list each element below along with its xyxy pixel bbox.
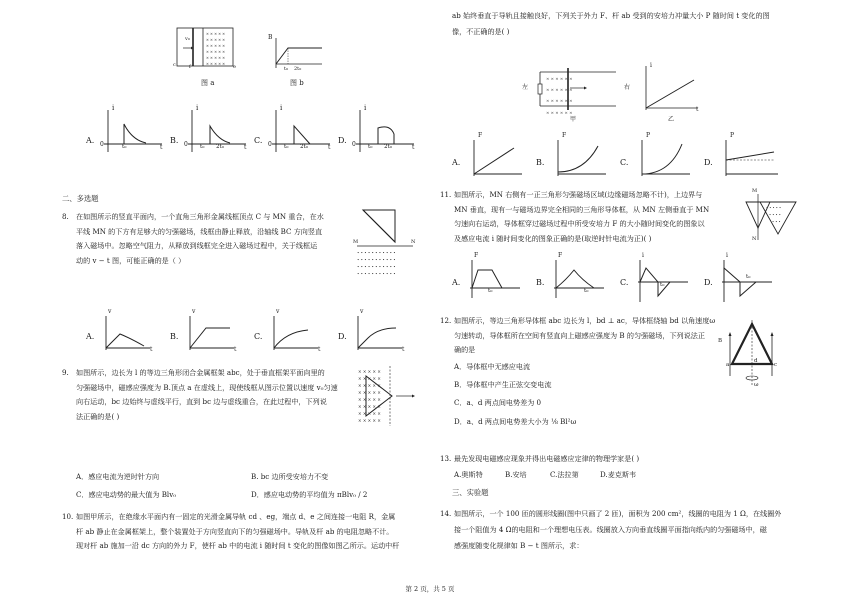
q10-line-1: 如图甲所示，在绝缘水平面内有一固定的光滑金属导轨 cd 、eg，端点 d、e 之间连接一电阻 R，金属 [76, 512, 396, 521]
q13-option-b: B.安培 [505, 470, 527, 479]
q8-opt-c-v: v [276, 308, 280, 315]
q10-fig-i: i [650, 62, 652, 69]
q10-cont-line-2: 像，不正确的是( ) [452, 27, 510, 36]
q10-opt-c-letter: C. [620, 158, 629, 167]
q13-number: 13. [440, 454, 452, 463]
q8-number: 8. [62, 212, 69, 221]
q8-opt-c-t: t [318, 346, 321, 353]
top-opt-c-2t0: 2t₀ [300, 144, 308, 150]
q9-figure [356, 366, 418, 430]
svg-text:× × × × × ×: × × × × × × [546, 98, 573, 103]
q10-fig-left: 左 [522, 84, 529, 91]
top-opt-c-t: t [328, 144, 331, 151]
q13-option-a: A.奥斯特 [454, 470, 483, 479]
q9-line-1: 如图所示，边长为 l 的等边三角形闭合金属框架 abc，处于垂直框架平面向里的 [76, 368, 325, 377]
q8-opt-c-letter: C. [254, 332, 263, 341]
fig-a-label-f: f [189, 64, 191, 70]
q12-option-b: B．导体框中产生正弦交变电流 [454, 380, 552, 389]
top-opt-d-2t0: 2t₀ [384, 144, 392, 150]
q9-option-a: A．感应电流为逆时针方向 [76, 472, 160, 481]
q14-line-2: 接一个阻值为 4 Ω的电阻和一个理想电压表。线圈放入方向垂直线圈平面指向纸内的匀强磁场中，磁 [454, 525, 767, 534]
svg-text:• • • • • • • • • • •: • • • • • • • • • • • [357, 264, 396, 269]
q8-opt-b-v: v [192, 308, 196, 315]
svg-text:× × × × ×: × × × × × [358, 390, 381, 395]
q12-fig-B: B [718, 338, 723, 344]
top-opt-a-i: i [112, 104, 115, 112]
q12-option-a: A．导体框中无感应电流 [454, 362, 531, 371]
q12-line-2: 匀速转动，导体框所在空间有竖直向上磁感应强度为 B 的匀强磁场，下列说法正 [454, 330, 705, 340]
q8-line-1: 在如图所示的竖直平面内，一个直角三角形金属线框顶点 C 与 MN 重合，在水 [76, 212, 324, 221]
q9-line-4: 法正确的是( ) [76, 411, 120, 421]
svg-text:• • • •: • • • • [769, 213, 781, 217]
q11-opt-c-i: i [642, 252, 644, 259]
q10-opt-d-P: P [730, 132, 735, 139]
top-opt-a-letter: A. [86, 136, 95, 145]
svg-text:× × × × ×: × × × × × [206, 38, 226, 42]
svg-text:× × × × ×: × × × × × [358, 376, 381, 381]
fig-b-label-B: B [268, 34, 273, 41]
q10-opt-a-F: F [478, 132, 483, 139]
q11-opt-d-t0: t₀ [746, 274, 751, 280]
fig-a-label-e: e [233, 64, 236, 70]
svg-text:• • • • • • • • • • •: • • • • • • • • • • • [357, 257, 396, 262]
top-opt-d-zero: 0 [352, 141, 356, 148]
q10-fig-t: t [696, 106, 699, 113]
q9-option-d: D．感应电动势的平均值为 πBlv₀ / 2 [251, 490, 368, 499]
q11-opt-a-letter: A. [452, 278, 461, 287]
q8-figure [355, 206, 415, 276]
svg-text:• • •: • • • [772, 220, 781, 224]
fig-b-label-t0: t₀ [284, 66, 289, 72]
top-opt-c-t0: t₀ [284, 144, 289, 150]
svg-text:× × × × ×: × × × × × [206, 32, 226, 36]
figure-a [175, 26, 237, 78]
q8-opt-d-v: v [360, 308, 364, 315]
q12-line-1: 如图所示，等边三角形导体框 abc 边长为 l，bd ⊥ ac，导体框绕轴 bd 以角速度ω [454, 316, 716, 325]
svg-text:× × × × ×: × × × × × [358, 397, 381, 402]
q11-number: 11. [440, 190, 452, 199]
q11-fig-M: M [752, 188, 758, 194]
top-opt-d-t0: t₀ [368, 144, 373, 150]
fig-b-label-2t0: 2t₀ [294, 66, 302, 72]
svg-text:× × × × × ×: × × × × × × [546, 110, 573, 115]
top-opt-c-letter: C. [254, 136, 263, 145]
q8-line-3: 落入磁场中。忽略空气阻力，从释放到线框完全进入磁场过程中，关于线框运 [76, 241, 318, 250]
q12-option-c: C．a、d 两点间电势差为 0 [454, 398, 542, 407]
q8-line-4: 动的 v − t 图，可能正确的是（ ） [76, 255, 186, 265]
q11-opt-b-F: F [558, 252, 563, 259]
q11-opt-c-letter: C. [620, 278, 629, 287]
fig-a-label-c: c [173, 62, 176, 68]
q14-number: 14. [440, 509, 452, 518]
q14-line-3: 感强度随变化规律如 B − t 图所示，求： [454, 541, 584, 550]
q8-opt-b-letter: B. [170, 332, 179, 341]
svg-text:× × × × ×: × × × × × [206, 62, 226, 66]
q12-fig-c: c [774, 362, 778, 368]
q10-opt-b-letter: B. [536, 158, 545, 167]
svg-text:× × × × × ×: × × × × × × [546, 87, 573, 92]
figure-b [268, 36, 326, 76]
top-opt-b-letter: B. [170, 136, 179, 145]
q11-line-1: 如图所示，MN 右侧有一正三角形匀强磁场区域(边缘磁场忽略不计)，上边界与 [454, 190, 703, 199]
top-opt-a-zero: 0 [100, 141, 104, 148]
q10-figure-yi [640, 62, 700, 123]
top-opt-d-t: t [412, 144, 415, 151]
svg-text:× × × × ×: × × × × × [358, 411, 381, 416]
top-opt-b-t: t [244, 144, 247, 151]
section-title-multiple-choice: 二、多选题 [62, 194, 99, 203]
q11-figure [744, 188, 800, 242]
q11-opt-b-t0: t₀ [584, 288, 589, 294]
q10-fig-caption-yi: 乙 [668, 116, 675, 123]
q11-opt-d-i: i [726, 252, 728, 259]
q14-line-1: 如图所示，一个 100 匝的圆形线圈(图中只画了 2 匝)，面积为 200 cm²，线圈的电阻为 1 Ω，在线圈外 [454, 509, 782, 518]
q11-line-4: 及感应电流 i 随时间变化的图象正确的是(取逆时针电流为正)( ) [454, 233, 652, 243]
svg-text:× × × × ×: × × × × × [358, 418, 381, 423]
fig-a-label-v0: v₀ [185, 36, 190, 42]
top-opt-b-t0: t₀ [200, 144, 205, 150]
q12-fig-d: d [754, 358, 758, 364]
svg-text:× × × × × ×: × × × × × × [546, 76, 573, 81]
top-opt-c-zero: 0 [268, 141, 272, 148]
q10-opt-d-letter: D. [704, 158, 713, 167]
svg-text:× × × × ×: × × × × × [206, 50, 226, 54]
top-opt-d-letter: D. [338, 136, 347, 145]
q11-opt-b-letter: B. [536, 278, 545, 287]
section-title-experiment: 三、实验题 [452, 488, 489, 497]
q8-fig-label-N: N [411, 239, 416, 245]
q11-opt-a-t0: t₀ [488, 288, 493, 294]
q13-line: 最先发现电磁感应现象并得出电磁感应定律的物理学家是( ) [454, 454, 640, 463]
top-opt-d-i: i [364, 104, 367, 112]
svg-text:× × × × ×: × × × × × [206, 56, 226, 60]
q10-line-2: 杆 ab 静止在金属框架上，整个装置处于方向竖直向下的匀强磁场中。导轨及杆 ab 的电阻忽略不计。 [76, 526, 394, 536]
top-opt-b-2t0: 2t₀ [216, 144, 224, 150]
top-opt-a-t0: t₀ [122, 144, 127, 150]
q12-line-3: 确的是 [454, 345, 476, 354]
q9-option-b: B. bc 边所受安培力不变 [251, 472, 329, 481]
fig-a-caption: 图 a [201, 79, 215, 87]
q9-option-c: C．感应电动势的最大值为 Blv₀ [76, 490, 177, 499]
svg-text:× × × × ×: × × × × × [358, 383, 381, 388]
q11-opt-a-F: F [474, 252, 479, 259]
q10-figure-jia [522, 66, 631, 123]
q10-line-3: 现对杆 ab 施加一沿 dc 方向的外力 F，使杆 ab 中的电流 i 随时间 t 变化的图像如图乙所示。运动中杆 [76, 541, 400, 550]
q8-line-2: 平线 MN 的下方有足够大的匀强磁场，线框由静止释放，沿轴线 BC 方向竖直 [76, 226, 323, 236]
top-opt-b-zero: 0 [184, 141, 188, 148]
q11-line-2: MN 垂直，现有一与磁场边界完全相同的三角形导体框，从 MN 左侧垂直于 MN [454, 204, 710, 214]
svg-text:• • • • •: • • • • • [766, 206, 782, 210]
q13-option-c: C.法拉第 [550, 470, 579, 479]
q8-fig-label-M: M [353, 239, 359, 245]
fig-b-caption: 图 b [290, 79, 304, 87]
q11-opt-d-letter: D. [704, 278, 713, 287]
svg-text:• • • • • • • • • • •: • • • • • • • • • • • [357, 271, 396, 276]
q8-opt-a-v: v [108, 308, 112, 315]
q12-option-d: D．a、d 两点间电势差大小为 ⅛ Bl²ω [454, 417, 577, 426]
q12-fig-a: a [726, 362, 730, 368]
q9-number: 9. [62, 368, 69, 377]
q12-figure [718, 318, 780, 392]
q10-fig-caption-jia: 甲 [570, 116, 577, 123]
q8-opt-a-letter: A. [86, 332, 95, 341]
page-footer: 第 2 页，共 5 页 [405, 585, 455, 593]
q8-opt-d-t: t [402, 346, 405, 353]
q9-line-2: 匀强磁场中，磁感应强度为 B.顶点 a 在虚线上，现使线框从图示位置以速度 v₀匀速 [76, 382, 338, 392]
q9-line-3: 向右运动，bc 边始终与虚线平行，直到 bc 边与虚线重合，在此过程中，下列说 [76, 397, 327, 406]
q10-opt-a-letter: A. [452, 158, 461, 167]
svg-text:× × × × ×: × × × × × [358, 369, 381, 374]
svg-text:× × × × ×: × × × × × [206, 44, 226, 48]
top-opt-a-t: t [160, 144, 163, 151]
q8-opt-a-t: t [150, 346, 153, 353]
q12-number: 12. [440, 316, 452, 325]
q11-opt-c-t0: t₀ [660, 282, 665, 288]
q10-cont-line-1: ab 始终垂直于导轨且接触良好，下列关于外力 F、杆 ab 受到的安培力冲量大小 P 随时间 t 变化的图 [452, 11, 770, 20]
q10-opt-c-P: P [646, 132, 651, 139]
svg-text:× × × × ×: × × × × × [358, 404, 381, 409]
q11-line-3: 匀速向右运动，导体框穿过磁场过程中所受安培力 F 的大小随时间变化的图象以 [454, 219, 705, 228]
top-opt-b-i: i [196, 104, 199, 112]
q11-fig-N: N [752, 236, 757, 242]
top-opt-c-i: i [280, 104, 283, 112]
q10-number: 10. [62, 512, 74, 521]
q8-opt-b-t: t [234, 346, 237, 353]
q10-fig-right: 右 [624, 84, 631, 91]
svg-text:• • • • • • • • • • •: • • • • • • • • • • • [357, 250, 396, 255]
q8-opt-d-letter: D. [338, 332, 347, 341]
q10-opt-b-F: F [562, 132, 567, 139]
q13-option-d: D.麦克斯韦 [600, 470, 637, 479]
q12-fig-omega: ω [754, 382, 759, 388]
